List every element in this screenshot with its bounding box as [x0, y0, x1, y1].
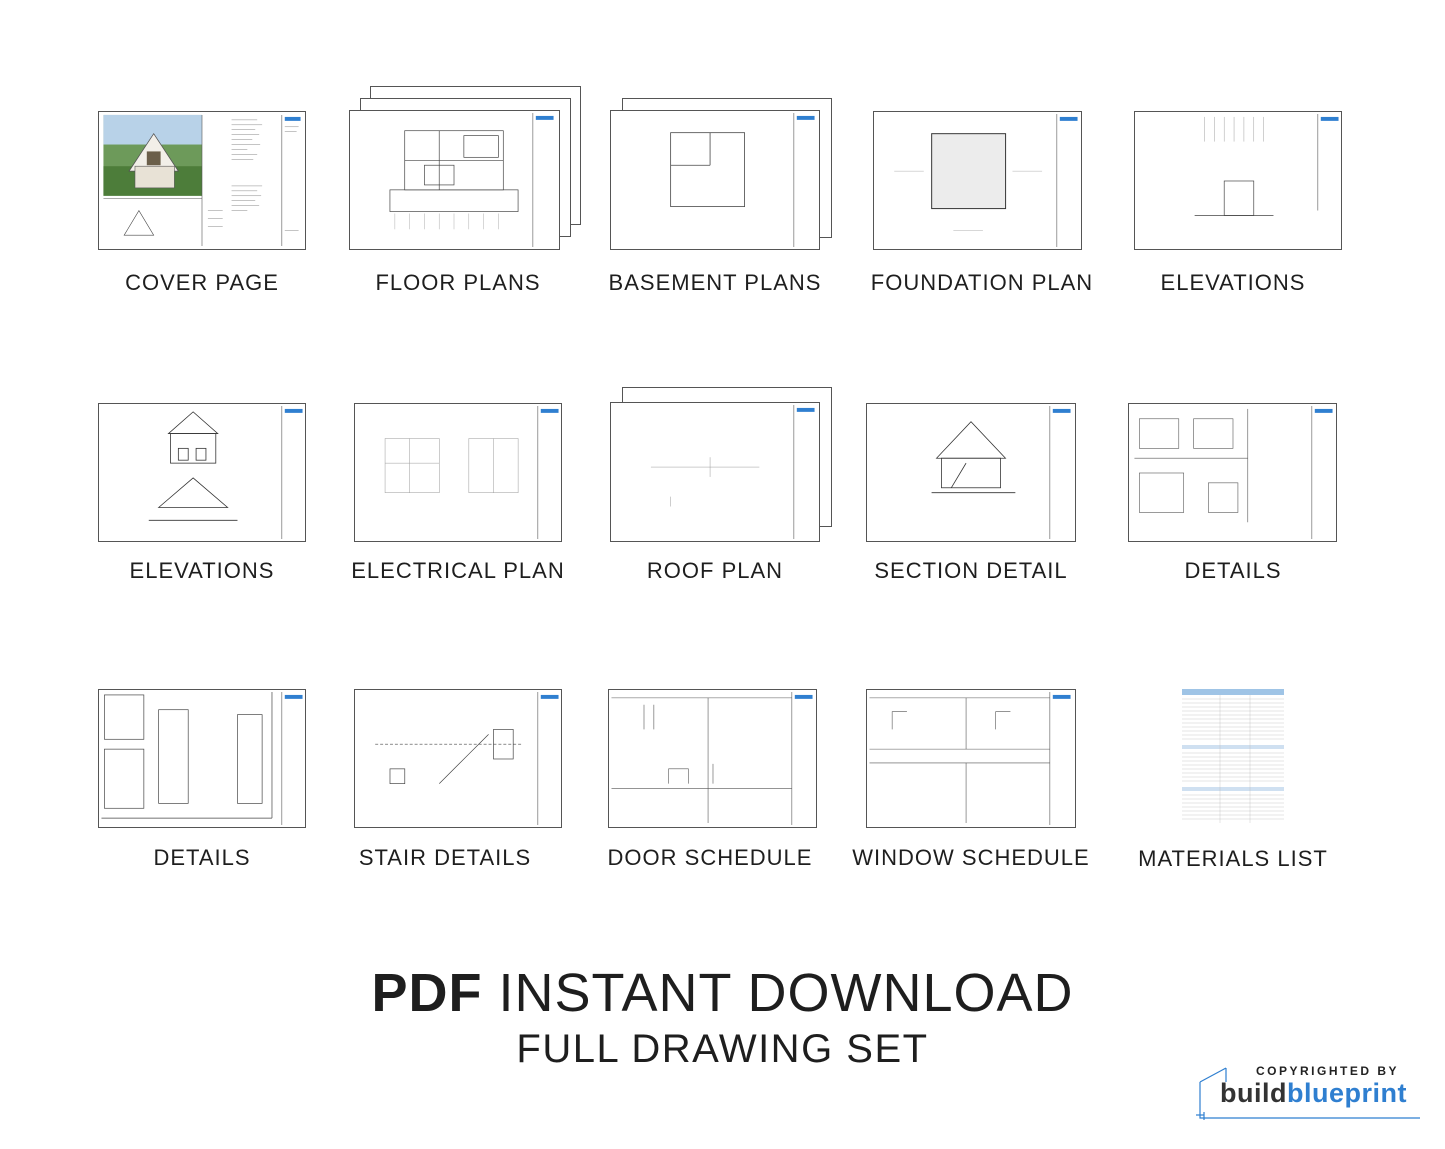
floor-plans-drawing — [350, 111, 559, 249]
logo-copyright-text: COPYRIGHTED BY — [1256, 1064, 1400, 1078]
caption-foundation-plan: FOUNDATION PLAN — [870, 270, 1094, 295]
stair-details-thumbnail — [354, 689, 562, 828]
subheadline: FULL DRAWING SET — [516, 1027, 929, 1071]
electrical-plan-thumbnail — [354, 403, 562, 542]
materials-list-thumbnail — [1180, 687, 1286, 827]
caption-elevations-2: ELEVATIONS — [129, 558, 275, 583]
caption-stair-details: STAIR DETAILS — [358, 845, 532, 870]
headline-rest: INSTANT DOWNLOAD — [482, 963, 1074, 1023]
headline-bold: PDF — [371, 963, 483, 1023]
elevations-1-drawing — [1135, 112, 1341, 249]
roof-plan-thumbnail — [610, 402, 820, 542]
cover-page-thumbnail — [98, 111, 306, 250]
caption-basement-plans: BASEMENT PLANS — [608, 270, 822, 295]
stair-details-drawing — [355, 690, 561, 827]
section-detail-drawing — [867, 404, 1075, 541]
window-schedule-thumbnail — [866, 689, 1076, 828]
details-1-thumbnail — [1128, 403, 1337, 542]
logo-word-build: build — [1220, 1078, 1287, 1108]
caption-cover-page: COVER PAGE — [125, 270, 279, 295]
buildblueprint-logo — [1196, 1062, 1422, 1120]
foundation-plan-thumbnail — [873, 111, 1082, 250]
details-1-drawing — [1129, 404, 1336, 541]
headline — [0, 962, 1445, 1024]
logo-wordmark — [1220, 1078, 1407, 1109]
door-schedule-drawing — [609, 690, 816, 827]
basement-plans-thumbnail — [610, 110, 820, 250]
caption-elevations-1: ELEVATIONS — [1160, 270, 1306, 295]
caption-window-schedule: WINDOW SCHEDULE — [852, 845, 1090, 870]
elevations-2-thumbnail — [98, 403, 306, 542]
foundation-plan-drawing — [874, 112, 1081, 249]
materials-list-drawing — [1180, 687, 1286, 827]
caption-section-detail: SECTION DETAIL — [874, 558, 1068, 583]
caption-materials-list: MATERIALS LIST — [1138, 846, 1328, 871]
caption-floor-plans: FLOOR PLANS — [375, 270, 541, 295]
door-schedule-thumbnail — [608, 689, 817, 828]
caption-electrical-plan: ELECTRICAL PLAN — [351, 558, 565, 583]
caption-details-1: DETAILS — [1184, 558, 1282, 583]
floor-plans-thumbnail — [349, 110, 560, 250]
cover-page-drawing — [99, 112, 305, 249]
elevations-1-thumbnail — [1134, 111, 1342, 250]
caption-details-2: DETAILS — [153, 845, 251, 870]
section-detail-thumbnail — [866, 403, 1076, 542]
elevations-2-drawing — [99, 404, 305, 541]
electrical-plan-drawing — [355, 404, 561, 541]
details-2-drawing — [99, 690, 305, 827]
window-schedule-drawing — [867, 690, 1075, 827]
caption-roof-plan: ROOF PLAN — [646, 558, 784, 583]
basement-plans-drawing — [611, 111, 819, 249]
logo-word-blueprint: blueprint — [1286, 1078, 1407, 1108]
caption-door-schedule: DOOR SCHEDULE — [607, 845, 813, 870]
details-2-thumbnail — [98, 689, 306, 828]
roof-plan-drawing — [611, 403, 819, 541]
